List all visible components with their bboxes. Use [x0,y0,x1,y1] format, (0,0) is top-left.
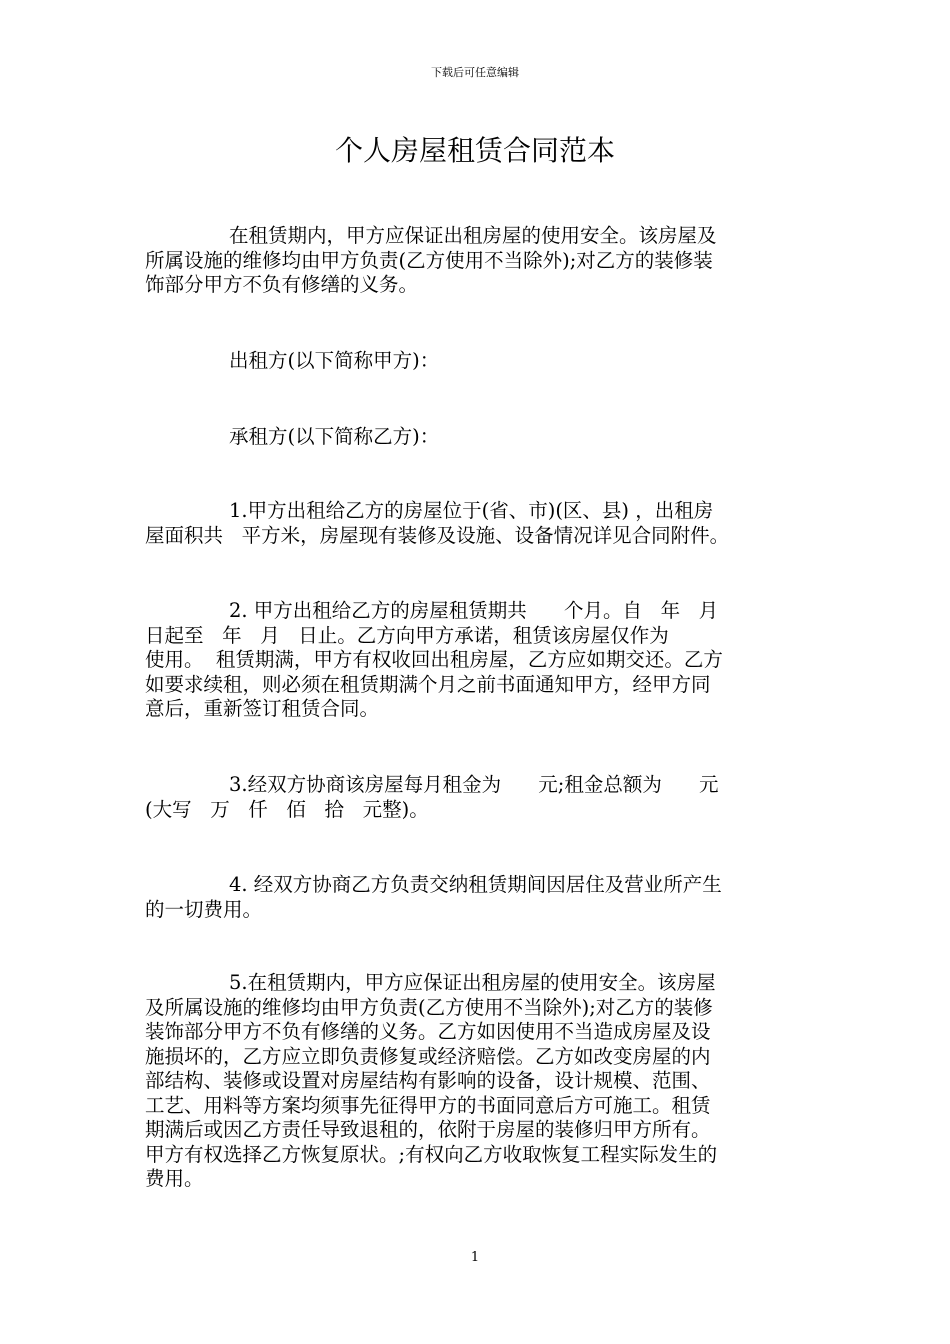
paragraph-line: 装饰部分甲方不负有修缮的义务。乙方如因使用不当造成房屋及设 [145,1020,711,1043]
paragraph-line: 日起至 年 月 日止。乙方向甲方承诺，租赁该房屋仅作为 [145,623,669,647]
paragraph-line: 4. 经双方协商乙方负责交纳租赁期间因居住及营业所产生 [229,873,722,896]
paragraph-line: 使用。 租赁期满，甲方有权收回出租房屋，乙方应如期交还。乙方 [145,648,723,671]
paragraph-line: 在租赁期内，甲方应保证出租房屋的使用安全。该房屋及 [229,224,717,247]
paragraph-line: 1.甲方出租给乙方的房屋位于(省、市)(区、县) ，出租房 [229,499,714,522]
paragraph-line: 意后，重新签订租赁合同。 [145,697,380,720]
paragraph-line: (大写 万 仟 佰 拾 元整)。 [145,797,429,821]
clause-2 [145,599,805,722]
clause-1 [145,499,805,548]
paragraph-line: 所属设施的维修均由甲方负责(乙方使用不当除外);对乙方的装修装 [145,248,713,272]
paragraph-line: 3.经双方协商该房屋每月租金为 元;租金总额为 元 [229,773,719,796]
paragraph-line: 屋面积共 平方米，房屋现有装修及设施、设备情况详见合同附件。 [145,523,730,547]
paragraph-line: 甲方有权选择乙方恢复原状。;有权向乙方收取恢复工程实际发生的 [145,1142,718,1166]
clause-4 [145,873,805,922]
clause-5 [145,971,805,1192]
lessor-line [145,349,805,374]
document-title: 个人房屋租赁合同范本 [334,134,615,167]
clause-3 [145,773,805,822]
paragraph-line: 5.在租赁期内，甲方应保证出租房屋的使用安全。该房屋 [229,971,716,994]
intro-paragraph [145,224,805,298]
paragraph-line: 出租方(以下简称甲方)： [229,349,440,372]
paragraph-line: 期满后或因乙方责任导致退租的，依附于房屋的装修归甲方所有。 [145,1118,711,1141]
paragraph-line: 费用。 [145,1167,204,1190]
paragraph-line: 2. 甲方出租给乙方的房屋租赁期共 个月。自 年 月 [229,599,719,622]
paragraph-line: 的一切费用。 [145,897,263,921]
paragraph-line: 工艺、用料等方案均须事先征得甲方的书面同意后方可施工。租赁 [145,1093,711,1117]
paragraph-line: 部结构、装修或设置对房屋结构有影响的设备，设计规模、范围、 [145,1069,711,1092]
paragraph-line: 饰部分甲方不负有修缮的义务。 [145,273,419,296]
page-number: 1 [470,1250,480,1265]
paragraph-line: 施损坏的，乙方应立即负责修复或经济赔偿。乙方如改变房屋的内 [145,1044,711,1068]
lessee-line [145,425,805,450]
paragraph-line: 如要求续租，则必须在租赁期满个月之前书面通知甲方，经甲方同 [145,672,711,696]
page-header-note: 下载后可任意编辑 [431,66,519,79]
paragraph-line: 及所属设施的维修均由甲方负责(乙方使用不当除外);对乙方的装修 [145,995,713,1019]
paragraph-line: 承租方(以下简称乙方)： [229,425,440,448]
